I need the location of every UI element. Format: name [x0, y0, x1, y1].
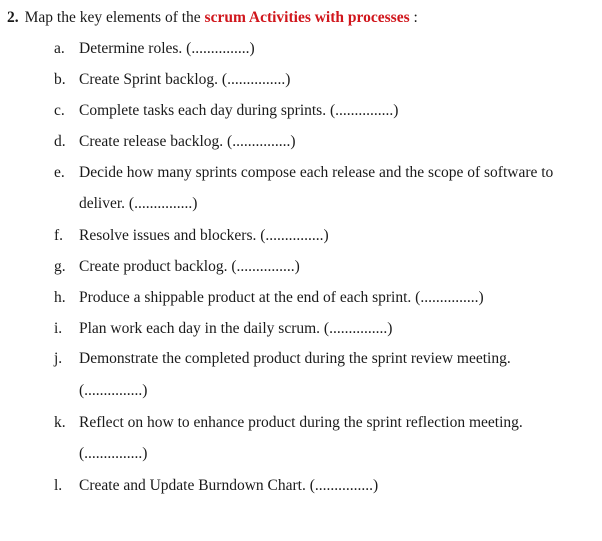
item-letter: b. — [54, 71, 66, 88]
item-letter: i. — [54, 320, 63, 337]
list-item-k — [54, 413, 594, 433]
item-letter: h. — [54, 289, 66, 306]
item-text: Demonstrate the completed product during the sprint review meeting. — [79, 350, 511, 367]
question-highlight: scrum Activities with processes — [204, 9, 410, 26]
question-number: 2. — [7, 9, 19, 26]
item-letter: l. — [54, 477, 63, 494]
list-item-e-continuation: deliver. (...............) — [79, 195, 198, 212]
item-text: Determine roles. (...............) — [79, 40, 255, 57]
list-item-l — [54, 476, 594, 496]
item-text: Resolve issues and blockers. (...............) — [79, 227, 329, 244]
item-letter: d. — [54, 133, 66, 150]
list-item-j — [54, 349, 594, 369]
list-item-e — [54, 163, 594, 183]
list-item-k-continuation: (...............) — [79, 445, 148, 462]
item-text: Produce a shippable product at the end of each sprint. (...............) — [79, 289, 484, 306]
item-letter: a. — [54, 40, 65, 57]
item-letter: j. — [54, 350, 63, 367]
list-item-a — [54, 39, 594, 59]
item-text: Create release backlog. (...............) — [79, 133, 296, 150]
list-item-b — [54, 70, 594, 90]
question-prefix: Map the key elements of the — [24, 9, 205, 26]
item-text: Plan work each day in the daily scrum. (...............) — [79, 320, 393, 337]
list-item-j-continuation: (...............) — [79, 382, 148, 399]
item-text: Create and Update Burndown Chart. (...............) — [79, 477, 379, 494]
question-heading — [7, 8, 418, 28]
list-item-c — [54, 101, 594, 121]
list-item-h — [54, 288, 594, 308]
item-letter: g. — [54, 258, 66, 275]
item-letter: f. — [54, 227, 64, 244]
list-item-f — [54, 226, 594, 246]
question-suffix: : — [409, 9, 418, 26]
item-text: Create product backlog. (...............) — [79, 258, 300, 275]
list-item-g — [54, 257, 594, 277]
item-text: Decide how many sprints compose each release and the scope of software to — [79, 164, 554, 181]
item-letter: e. — [54, 164, 65, 181]
list-item-i — [54, 319, 594, 339]
item-letter: c. — [54, 102, 65, 119]
item-text: Reflect on how to enhance product during the sprint reflection meeting. — [79, 414, 523, 431]
item-letter: k. — [54, 414, 66, 431]
list-item-d — [54, 132, 594, 152]
item-text: Complete tasks each day during sprints. (...............) — [79, 102, 399, 119]
item-text: Create Sprint backlog. (...............) — [79, 71, 291, 88]
